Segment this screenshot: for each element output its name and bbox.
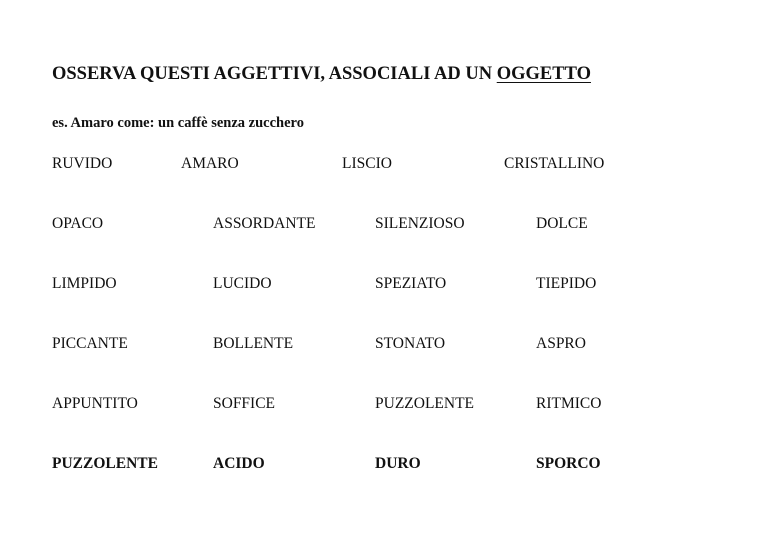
worksheet-title: [52, 64, 591, 85]
adjective-item: PUZZOLENTE: [375, 395, 475, 412]
adjective-item: LISCIO: [342, 155, 392, 172]
adjective-item: CRISTALLINO: [504, 155, 605, 172]
adjective-item: SOFFICE: [213, 395, 276, 412]
adjective-item: ACIDO: [213, 455, 265, 472]
adjective-item: PICCANTE: [52, 335, 128, 352]
adjective-item: STONATO: [375, 335, 446, 352]
adjective-item: DURO: [375, 455, 421, 472]
adjective-item: DOLCE: [536, 215, 588, 232]
adjective-item: RITMICO: [536, 395, 602, 412]
adjective-item: BOLLENTE: [213, 335, 294, 352]
adjective-item: LIMPIDO: [52, 275, 117, 292]
adjective-item: SILENZIOSO: [375, 215, 465, 232]
title-text: OSSERVA QUESTI AGGETTIVI, ASSOCIALI AD UN: [52, 64, 497, 84]
adjective-item: RUVIDO: [52, 155, 113, 172]
adjective-item: ASPRO: [536, 335, 586, 352]
adjective-item: ASSORDANTE: [213, 215, 316, 232]
example-sentence: es. Amaro come: un caffè senza zucchero: [52, 115, 304, 131]
adjective-item: APPUNTITO: [52, 395, 138, 412]
adjective-item: OPACO: [52, 215, 104, 232]
adjective-item: AMARO: [181, 155, 239, 172]
adjective-item: SPORCO: [536, 455, 601, 472]
title-underlined-word: OGGETTO: [496, 64, 591, 84]
adjective-item: PUZZOLENTE: [52, 455, 158, 472]
adjective-item: SPEZIATO: [375, 275, 447, 292]
adjective-item: LUCIDO: [213, 275, 272, 292]
adjective-item: TIEPIDO: [536, 275, 597, 292]
